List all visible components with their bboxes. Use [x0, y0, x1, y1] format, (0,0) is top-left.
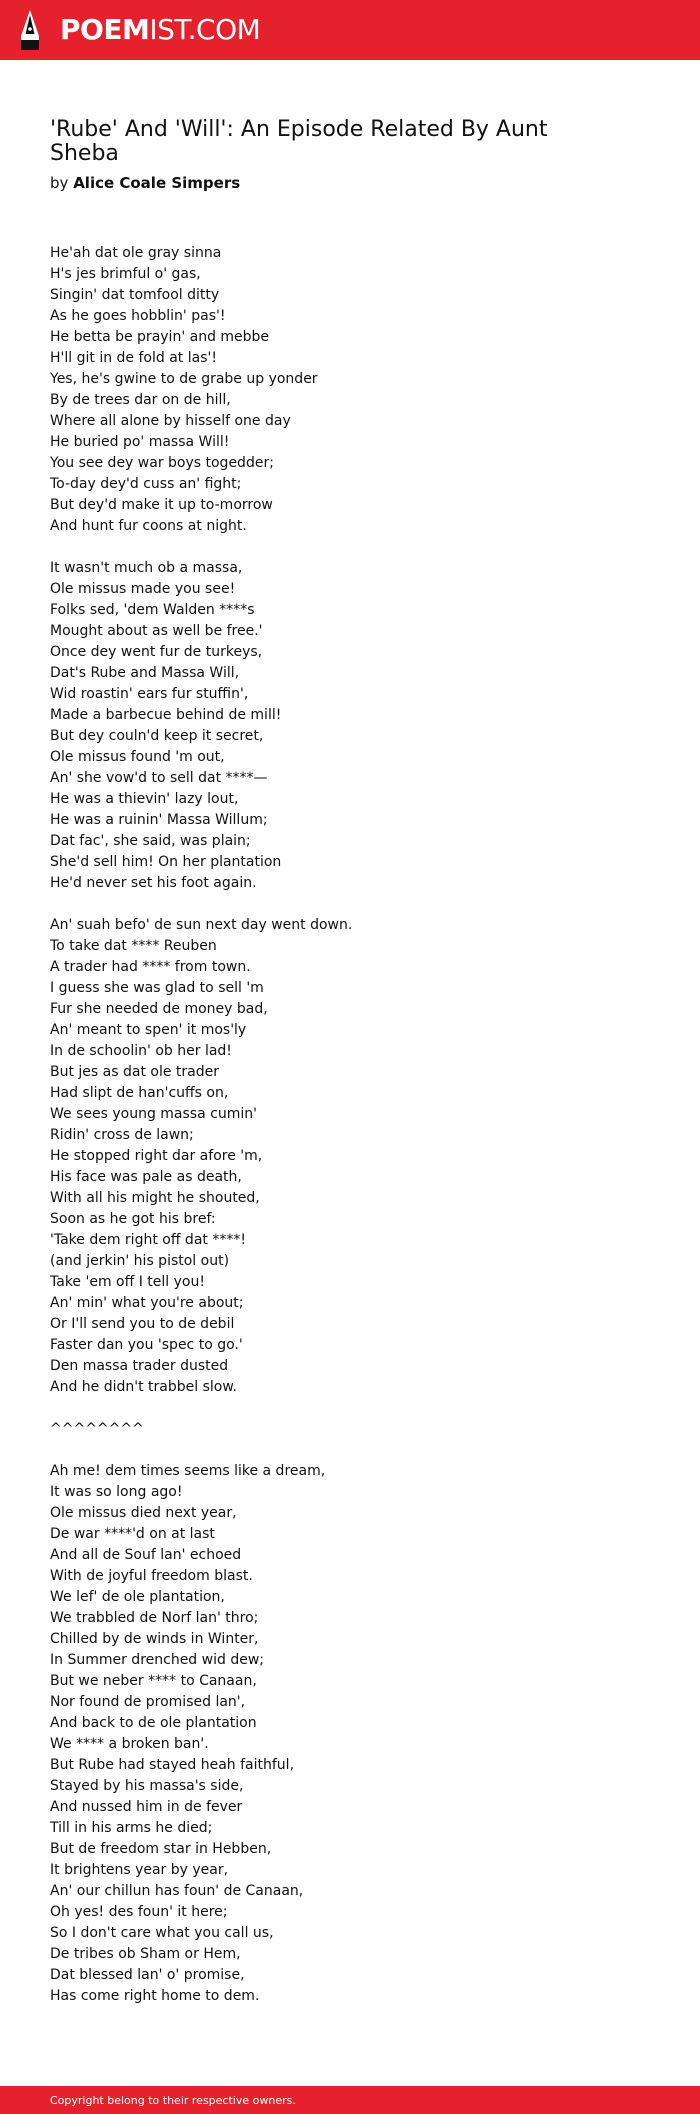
poem-line: Has come right home to dem. [50, 1988, 260, 2004]
poem-line: Fur she needed de money bad, [50, 1001, 268, 1017]
poem-line: We trabbled de Norf lan' thro; [50, 1610, 259, 1626]
poem-line: Chilled by de winds in Winter, [50, 1631, 259, 1647]
poem-line: Ole missus made you see! [50, 581, 236, 597]
poem-line: But jes as dat ole trader [50, 1064, 219, 1080]
poem-line: He'd never set his foot again. [50, 875, 257, 891]
poem-line: Wid roastin' ears fur stuffin', [50, 686, 249, 702]
poem-line: Dat's Rube and Massa Will, [50, 665, 240, 681]
site-logo[interactable] [60, 13, 260, 47]
poem-line: Take 'em off I tell you! [50, 1274, 205, 1290]
poem-line: But de freedom star in Hebben, [50, 1841, 272, 1857]
poem-line: It was so long ago! [50, 1484, 183, 1500]
poem-line: An' our chillun has foun' de Canaan, [50, 1883, 304, 1899]
poem-line: An' min' what you're about; [50, 1295, 244, 1311]
poem-line: She'd sell him! On her plantation [50, 854, 282, 870]
poem-line: His face was pale as death, [50, 1169, 242, 1185]
site-header [0, 0, 700, 60]
copyright-text: Copyright belong to their respective owners. [50, 2094, 296, 2107]
poem-line: You see dey war boys togedder; [50, 455, 274, 471]
stanza-break [50, 1398, 650, 1419]
poem-line: But dey couln'd keep it secret, [50, 728, 264, 744]
poem-line: We sees young massa cumin' [50, 1106, 257, 1122]
poem-line: Made a barbecue behind de mill! [50, 707, 282, 723]
stanza-break [50, 1440, 650, 1461]
poem-line: H'll git in de fold at las'! [50, 350, 217, 366]
poem-line: He buried po' massa Will! [50, 434, 230, 450]
poem-line: Ole missus found 'm out, [50, 749, 225, 765]
poem-line: Ah me! dem times seems like a dream, [50, 1463, 326, 1479]
poem-line: Mought about as well be free.' [50, 623, 263, 639]
poem-line: An' she vow'd to sell dat ****— [50, 770, 268, 786]
poem-line: With de joyful freedom blast. [50, 1568, 253, 1584]
poem-line: Den massa trader dusted [50, 1358, 229, 1374]
poem-line: Yes, he's gwine to de grabe up yonder [50, 371, 318, 387]
poem-line: An' suah befo' de sun next day went down. [50, 917, 353, 933]
poem-line: He was a ruinin' Massa Willum; [50, 812, 268, 828]
poem-line: He'ah dat ole gray sinna [50, 245, 222, 261]
logo-brand-bold: POEM [60, 13, 150, 46]
poem-line: But we neber **** to Canaan, [50, 1673, 257, 1689]
logo-brand-light: IST.COM [149, 13, 261, 46]
pen-nib-icon[interactable] [18, 9, 42, 51]
poem-line: In Summer drenched wid dew; [50, 1652, 264, 1668]
poem-line: 'Take dem right off dat ****! [50, 1232, 246, 1248]
poem-line: Singin' dat tomfool ditty [50, 287, 220, 303]
author-name: Alice Coale Simpers [73, 174, 241, 192]
poem-line: Nor found de promised lan', [50, 1694, 246, 1710]
poem-line: With all his might he shouted, [50, 1190, 260, 1206]
poem-line: Where all alone by hisself one day [50, 413, 291, 429]
poem-line: Soon as he got his bref: [50, 1211, 216, 1227]
poem-line: We **** a broken ban'. [50, 1736, 209, 1752]
poem-line: An' meant to spen' it mos'ly [50, 1022, 247, 1038]
poem-line: I guess she was glad to sell 'm [50, 980, 264, 996]
poem-line: By de trees dar on de hill, [50, 392, 231, 408]
poem-line: H's jes brimful o' gas, [50, 266, 201, 282]
poem-line: ^^^^^^^^ [50, 1421, 144, 1437]
poem-line: So I don't care what you call us, [50, 1925, 274, 1941]
poem-line: Once dey went fur de turkeys, [50, 644, 263, 660]
poem-line: De war ****'d on at last [50, 1526, 215, 1542]
poem-line: Oh yes! des foun' it here; [50, 1904, 228, 1920]
poem-line: Ole missus died next year, [50, 1505, 237, 1521]
poem-line: In de schoolin' ob her lad! [50, 1043, 232, 1059]
poem-line: And all de Souf lan' echoed [50, 1547, 242, 1563]
poem-line: And nussed him in de fever [50, 1799, 243, 1815]
poem-body [50, 243, 650, 2007]
poem-line: We lef' de ole plantation, [50, 1589, 225, 1605]
poem-line: (and jerkin' his pistol out) [50, 1253, 230, 1269]
poem-line: Faster dan you 'spec to go.' [50, 1337, 243, 1353]
stanza-break [50, 894, 650, 915]
poem-line: He was a thievin' lazy lout, [50, 791, 239, 807]
poem-line: To take dat **** Reuben [50, 938, 217, 954]
poem-line: It brightens year by year, [50, 1862, 229, 1878]
poem-line: But dey'd make it up to-morrow [50, 497, 273, 513]
poem-line: And back to de ole plantation [50, 1715, 257, 1731]
poem-line: Had slipt de han'cuffs on, [50, 1085, 229, 1101]
poem-line: Dat fac', she said, was plain; [50, 833, 251, 849]
poem-line: Folks sed, 'dem Walden ****s [50, 602, 255, 618]
poem-line: Till in his arms he died; [50, 1820, 213, 1836]
poem-line: He betta be prayin' and mebbe [50, 329, 270, 345]
poem-line: To-day dey'd cuss an' fight; [50, 476, 242, 492]
poem-line: Dat blessed lan' o' promise, [50, 1967, 245, 1983]
poem-line: De tribes ob Sham or Hem, [50, 1946, 241, 1962]
byline [50, 173, 240, 193]
poem-line: It wasn't much ob a massa, [50, 560, 243, 576]
poem-title: 'Rube' And 'Will': An Episode Related By Aunt Sheba [50, 117, 548, 166]
poem-line: But Rube had stayed heah faithful, [50, 1757, 295, 1773]
poem-line: Stayed by his massa's side, [50, 1778, 244, 1794]
site-footer [0, 2086, 700, 2114]
poem-line: As he goes hobblin' pas'! [50, 308, 226, 324]
poem-line: And he didn't trabbel slow. [50, 1379, 237, 1395]
by-label: by [50, 174, 69, 192]
poem-line: Or I'll send you to de debil [50, 1316, 235, 1332]
poem-line: He stopped right dar afore 'm, [50, 1148, 263, 1164]
poem-line: And hunt fur coons at night. [50, 518, 247, 534]
poem-line: A trader had **** from town. [50, 959, 251, 975]
stanza-break [50, 537, 650, 558]
poem-line: Ridin' cross de lawn; [50, 1127, 194, 1143]
